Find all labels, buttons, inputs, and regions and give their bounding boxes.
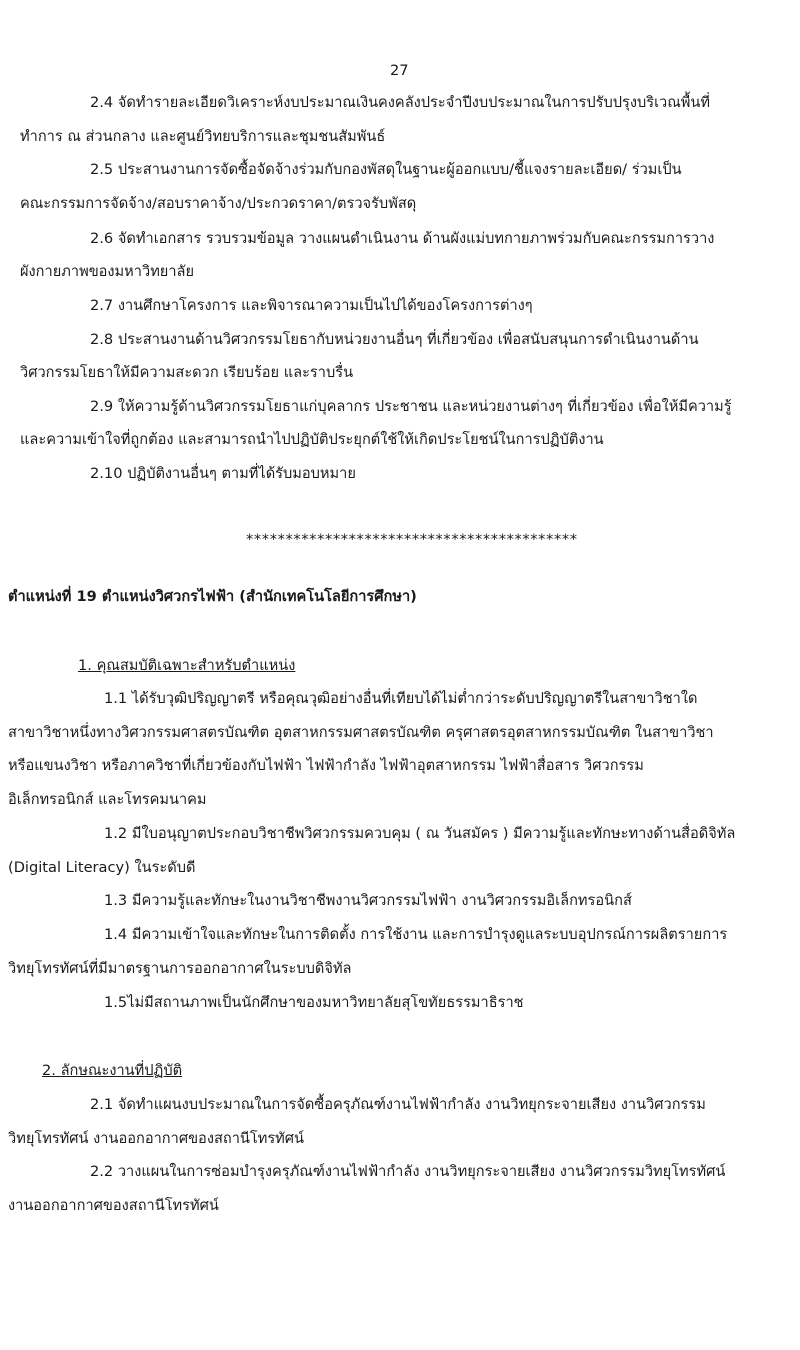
paragraph-line: 2.8 ประสานงานด้านวิศวกรรมโยธากับหน่วยงานอื่นๆ ที่เกี่ยวข้อง เพื่อสนับสนุนการดำเนินงานด้าน bbox=[90, 331, 699, 348]
paragraph-line: 2.4 จัดทำรายละเอียดวิเคราะห์งบประมาณเงินคงคลังประจำปีงบประมาณในการปรับปรุงบริเวณพื้นที่ bbox=[90, 94, 711, 111]
paragraph-line: และความเข้าใจที่ถูกต้อง และสามารถนำไปปฏิบัติประยุกต์ใช้ให้เกิดประโยชน์ในการปฏิบัติงาน bbox=[20, 431, 604, 448]
paragraph-line: สาขาวิชาหนึ่งทางวิศวกรรมศาสตรบัณฑิต อุตสาหกรรมศาสตรบัณฑิต ครุศาสตรอุตสาหกรรมบัณฑิต ในสาขาวิชา bbox=[8, 724, 714, 741]
paragraph-line: วิศวกรรมโยธาให้มีความสะดวก เรียบร้อย และราบรื่น bbox=[20, 364, 354, 381]
paragraph-line: หรือแขนงวิชา หรือภาควิชาที่เกี่ยวข้องกับไฟฟ้า ไฟฟ้ากำลัง ไฟฟ้าอุตสาหกรรม ไฟฟ้าสื่อสาร วิศวกรรม bbox=[8, 757, 644, 774]
paragraph-line: วิทยุโทรทัศน์ งานออกอากาศของสถานีโทรทัศน์ bbox=[8, 1130, 305, 1147]
section-heading: 1. คุณสมบัติเฉพาะสำหรับตำแหน่ง bbox=[78, 657, 296, 674]
paragraph-line: อิเล็กทรอนิกส์ และโทรคมนาคม bbox=[8, 791, 207, 808]
paragraph-line: 1.4 มีความเข้าใจและทักษะในการติดตั้ง การใช้งาน และการบำรุงดูแลระบบอุปกรณ์การผลิตรายการ bbox=[104, 926, 728, 943]
position-title: ตำแหน่งที่ 19 ตำแหน่งวิศวกรไฟฟ้า (สำนักเทคโนโลยีการศึกษา) bbox=[8, 588, 417, 605]
paragraph-line: 1.3 มีความรู้และทักษะในงานวิชาชีพงานวิศวกรรมไฟฟ้า งานวิศวกรรมอิเล็กทรอนิกส์ bbox=[104, 892, 632, 909]
paragraph-line: 2.10 ปฏิบัติงานอื่นๆ ตามที่ได้รับมอบหมาย bbox=[90, 465, 356, 482]
paragraph-line: 1.1 ได้รับวุฒิปริญญาตรี หรือคุณวุฒิอย่างอื่นที่เทียบได้ไม่ต่ำกว่าระดับปริญญาตรีในสาขาวิชาใด bbox=[104, 690, 698, 707]
page-number: 27 bbox=[390, 62, 409, 79]
paragraph-line: 2.6 จัดทำเอกสาร รวบรวมข้อมูล วางแผนดำเนินงาน ด้านผังแม่บทกายภาพร่วมกับคณะกรรมการวาง bbox=[90, 230, 715, 247]
paragraph-line: 2.5 ประสานงานการจัดซื้อจัดจ้างร่วมกับกองพัสดุในฐานะผู้ออกแบบ/ชี้แจงรายละเอียด/ ร่วมเป็น bbox=[90, 161, 682, 178]
paragraph-line: 2.9 ให้ความรู้ด้านวิศวกรรมโยธาแก่บุคลากร ประชาชน และหน่วยงานต่างๆ ที่เกี่ยวข้อง เพื่อให้มีความรู้ bbox=[90, 398, 732, 415]
paragraph-line: คณะกรรมการจัดจ้าง/สอบราคาจ้าง/ประกวดราคา/ตรวจรับพัสดุ bbox=[20, 195, 417, 212]
section-heading: 2. ลักษณะงานที่ปฏิบัติ bbox=[42, 1062, 183, 1079]
separator: ****************************************** bbox=[246, 531, 578, 548]
paragraph-line: งานออกอากาศของสถานีโทรทัศน์ bbox=[8, 1197, 219, 1214]
paragraph-line: 2.1 จัดทำแผนงบประมาณในการจัดซื้อครุภัณฑ์งานไฟฟ้ากำลัง งานวิทยุกระจายเสียง งานวิศวกรรม bbox=[90, 1096, 706, 1113]
paragraph-line: 1.5ไม่มีสถานภาพเป็นนักศึกษาของมหาวิทยาลัยสุโขทัยธรรมาธิราช bbox=[104, 994, 524, 1011]
paragraph-line: วิทยุโทรทัศน์ที่มีมาตรฐานการออกอากาศในระบบดิจิทัล bbox=[8, 960, 352, 977]
paragraph-line: ทำการ ณ ส่วนกลาง และศูนย์วิทยบริการและชุมชนสัมพันธ์ bbox=[20, 128, 386, 145]
paragraph-line: (Digital Literacy) ในระดับดี bbox=[8, 859, 196, 876]
paragraph-line: 2.7 งานศึกษาโครงการ และพิจารณาความเป็นไปได้ของโครงการต่างๆ bbox=[90, 297, 533, 314]
paragraph-line: 1.2 มีใบอนุญาตประกอบวิชาชีพวิศวกรรมควบคุม ( ณ วันสมัคร ) มีความรู้และทักษะทางด้านสื่อดิจิทัล bbox=[104, 825, 736, 842]
paragraph-line: 2.2 วางแผนในการซ่อมบำรุงครุภัณฑ์งานไฟฟ้ากำลัง งานวิทยุกระจายเสียง งานวิศวกรรมวิทยุโทรทัศน์ bbox=[90, 1163, 726, 1180]
paragraph-line: ผังกายภาพของมหาวิทยาลัย bbox=[20, 263, 195, 280]
